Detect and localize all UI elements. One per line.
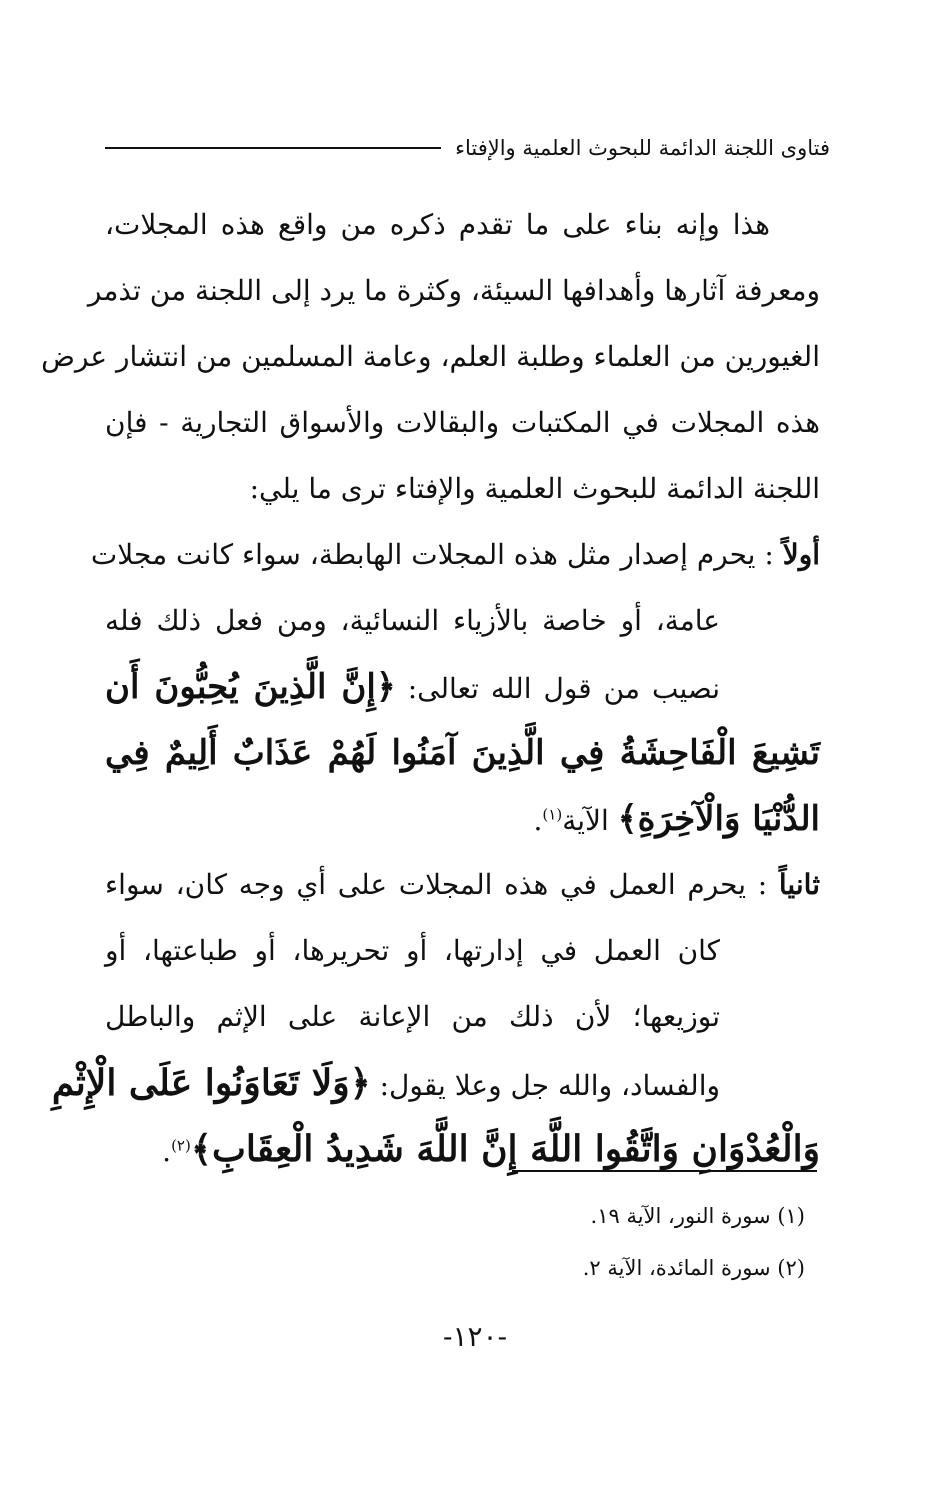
intro-line-3: الغيورين من العلماء وطلبة العلم، وعامة المسلمين من انتشار عرض xyxy=(41,340,820,373)
footnotes xyxy=(305,1190,805,1294)
second-ruling-text-4: والفساد، والله جل وعلا يقول: xyxy=(379,1069,720,1102)
header-rule xyxy=(105,147,441,149)
intro-line-5: اللجنة الدائمة للبحوث العلمية والإفتاء ترى ما يلي: xyxy=(249,472,820,505)
body-text xyxy=(41,192,820,1182)
first-ruling-line-2: عامة، أو خاصة بالأزياء النسائية، ومن فعل ذلك فله xyxy=(105,604,720,637)
verse-label: الآية xyxy=(562,804,609,837)
second-ruling-label: ثانياً xyxy=(778,868,820,901)
header-title: فتاوى اللجنة الدائمة للبحوث العلمية والإفتاء xyxy=(455,136,830,160)
footnote-2: (٢) سورة المائدة، الآية ٢. xyxy=(582,1256,805,1280)
footnote-1: (١) سورة النور، الآية ١٩. xyxy=(590,1204,805,1228)
first-ruling-text-3: نصيب من قول الله تعالى: xyxy=(407,672,720,705)
quran-verse-al-maidah-part-1: ﴿وَلَا تَعَاوَنُوا عَلَى الْإِثْمِ xyxy=(51,1062,371,1104)
quran-verse-an-nur-part-3: الدُّنْيَا وَالْآخِرَةِ﴾ xyxy=(617,799,820,839)
quran-verse-an-nur-part-1: ﴿إِنَّ الَّذِينَ يُحِبُّونَ أَن xyxy=(105,667,396,707)
footnote-ref-2: (٢) xyxy=(171,1136,191,1155)
first-ruling-label: أولاً xyxy=(782,538,820,571)
intro-line-2: ومعرفة آثارها وأهدافها السيئة، وكثرة ما يرد إلى اللجنة من تذمر xyxy=(87,274,820,307)
intro-line-4: هذه المجلات في المكتبات والبقالات والأسواق التجارية - فإن xyxy=(105,406,820,439)
first-ruling-line-5 xyxy=(105,786,820,852)
first-ruling-line-1 xyxy=(90,522,820,588)
footnote-ref-1: (١) xyxy=(542,805,563,824)
second-ruling-line-4 xyxy=(51,1050,820,1116)
page-number: -١٢٠- xyxy=(442,1320,508,1353)
quran-verse-an-nur-part-2: تَشِيعَ الْفَاحِشَةُ فِي الَّذِينَ آمَنُوا لَهُمْ عَذَابٌ أَلِيمٌ فِي xyxy=(105,733,820,773)
quran-verse-al-maidah-part-2: وَالْعُدْوَانِ وَاتَّقُوا اللَّهَ إِنَّ اللَّهَ شَدِيدُ الْعِقَابِ﴾ xyxy=(190,1128,820,1170)
second-ruling-line-2: كان العمل في إدارتها، أو تحريرها، أو طباعتها، أو xyxy=(105,934,720,967)
second-ruling-text-1: : يحرم العمل في هذه المجلات على أي وجه كان، سواء xyxy=(105,868,768,901)
second-ruling-line-3: توزيعها؛ لأن ذلك من الإعانة على الإثم والباطل xyxy=(105,1000,720,1033)
first-ruling-line-3 xyxy=(105,654,820,720)
running-header xyxy=(105,128,830,168)
period: . xyxy=(162,1135,172,1168)
second-ruling-line-1 xyxy=(105,852,820,918)
second-ruling-line-5 xyxy=(105,1116,820,1182)
first-ruling-text-1: : يحرم إصدار مثل هذه المجلات الهابطة، سواء كانت مجلات xyxy=(90,538,774,571)
intro-line-1: هذا وإنه بناء على ما تقدم ذكره من واقع هذه المجلات، xyxy=(105,208,770,241)
period: . xyxy=(533,804,543,837)
footnote-separator xyxy=(512,1170,817,1172)
